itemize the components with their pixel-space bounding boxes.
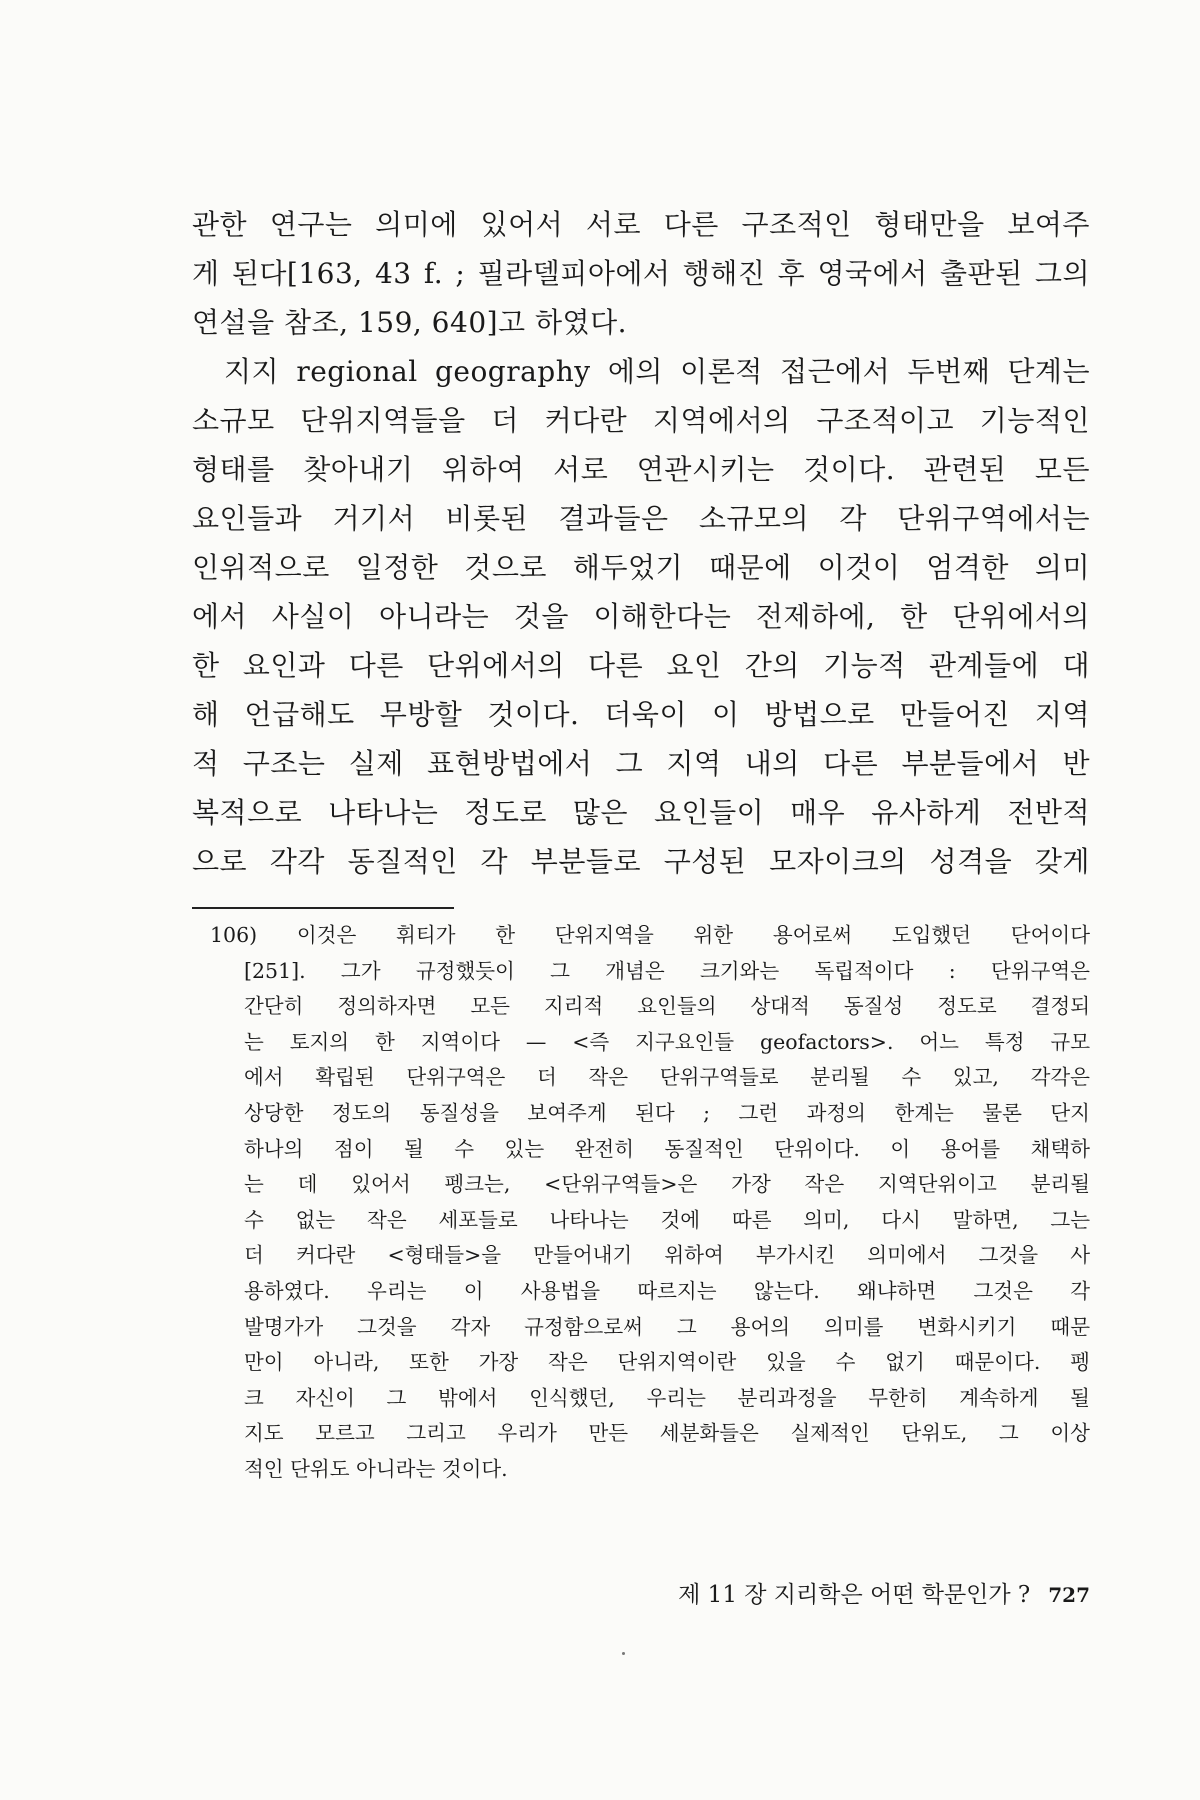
footnote-line: 더 커다란 <형태들>을 만들어내기 위하여 부가시킨 의미에서 그것을 사: [244, 1243, 1090, 1268]
footnote-divider: [192, 907, 454, 909]
body-line: 으로 각각 동질적인 각 부분들로 구성된 모자이크의 성격을 갖게: [192, 845, 1090, 878]
body-line: 요인들과 거기서 비롯된 결과들은 소규모의 각 단위구역에서는: [192, 502, 1090, 535]
footnote-line: 발명가가 그것을 각자 규정함으로써 그 용어의 의미를 변화시키기 때문: [244, 1314, 1090, 1339]
footnote-line: 는 토지의 한 지역이다 — <즉 지구요인들 geofactors>. 어느 특정 규모: [244, 1029, 1090, 1054]
body-line: 해 언급해도 무방할 것이다. 더욱이 이 방법으로 만들어진 지역: [192, 698, 1090, 731]
running-head: 제 11 장 지리학은 어떤 학문인가 ?: [678, 1582, 1031, 1608]
body-line: 적 구조는 실제 표현방법에서 그 지역 내의 다른 부분들에서 반: [192, 747, 1090, 780]
body-line: 형태를 찾아내기 위하여 서로 연관시키는 것이다. 관련된 모든: [192, 453, 1090, 486]
footnote-line: 상당한 정도의 동질성을 보여주게 된다 ; 그런 과정의 한계는 물론 단지: [244, 1100, 1090, 1125]
page-footer: [590, 1580, 1090, 1610]
footnote-line: 만이 아니라, 또한 가장 작은 단위지역이란 있을 수 없기 때문이다. 펭: [244, 1350, 1090, 1375]
body-line: 에서 사실이 아니라는 것을 이해한다는 전제하에, 한 단위에서의: [192, 600, 1090, 633]
footnote: [210, 918, 1090, 1488]
scan-speck: [622, 1652, 625, 1655]
body-line: 한 요인과 다른 단위에서의 다른 요인 간의 기능적 관계들에 대: [192, 649, 1090, 682]
body-line: 인위적으로 일정한 것으로 해두었기 때문에 이것이 엄격한 의미: [192, 551, 1090, 584]
body-line: 지지 regional geography 에의 이론적 접근에서 두번째 단계는: [224, 355, 1090, 388]
footnote-line: 수 없는 작은 세포들로 나타나는 것에 따른 의미, 다시 말하면, 그는: [244, 1207, 1090, 1232]
page-number: 727: [1048, 1583, 1090, 1607]
footnote-line: 106) 이것은 휘티가 한 단위지역을 위한 용어로써 도입했던 단어이다: [210, 923, 1090, 947]
body-line: 복적으로 나타나는 정도로 많은 요인들이 매우 유사하게 전반적: [192, 796, 1090, 829]
footnote-line: 크 자신이 그 밖에서 인식했던, 우리는 분리과정을 무한히 계속하게 될: [244, 1385, 1090, 1410]
footnote-line: 용하였다. 우리는 이 사용법을 따르지는 않는다. 왜냐하면 그것은 각: [244, 1278, 1090, 1303]
footnote-line: 간단히 정의하자면 모든 지리적 요인들의 상대적 동질성 정도로 결정되: [244, 994, 1090, 1019]
body-line: 연설을 참조, 159, 640]고 하였다.: [192, 306, 628, 339]
body-line: 소규모 단위지역들을 더 커다란 지역에서의 구조적이고 기능적인: [192, 404, 1090, 437]
body-text: [192, 200, 1090, 886]
footnote-line: 에서 확립된 단위구역은 더 작은 단위구역들로 분리될 수 있고, 각각은: [244, 1065, 1090, 1090]
footnote-line: 지도 모르고 그리고 우리가 만든 세분화들은 실제적인 단위도, 그 이상: [244, 1421, 1090, 1446]
footnote-line: 는 데 있어서 펭크는, <단위구역들>은 가장 작은 지역단위이고 분리될: [244, 1172, 1090, 1197]
footnote-line: [251]. 그가 규정했듯이 그 개념은 크기와는 독립적이다 : 단위구역은: [244, 958, 1090, 983]
footnote-line: 하나의 점이 될 수 있는 완전히 동질적인 단위이다. 이 용어를 채택하: [244, 1136, 1090, 1161]
body-line: 관한 연구는 의미에 있어서 서로 다른 구조적인 형태만을 보여주: [192, 208, 1090, 241]
footnote-line: 적인 단위도 아니라는 것이다.: [244, 1456, 508, 1481]
body-line: 게 된다[163, 43 f. ; 필라델피아에서 행해진 후 영국에서 출판된 그의: [192, 257, 1090, 290]
